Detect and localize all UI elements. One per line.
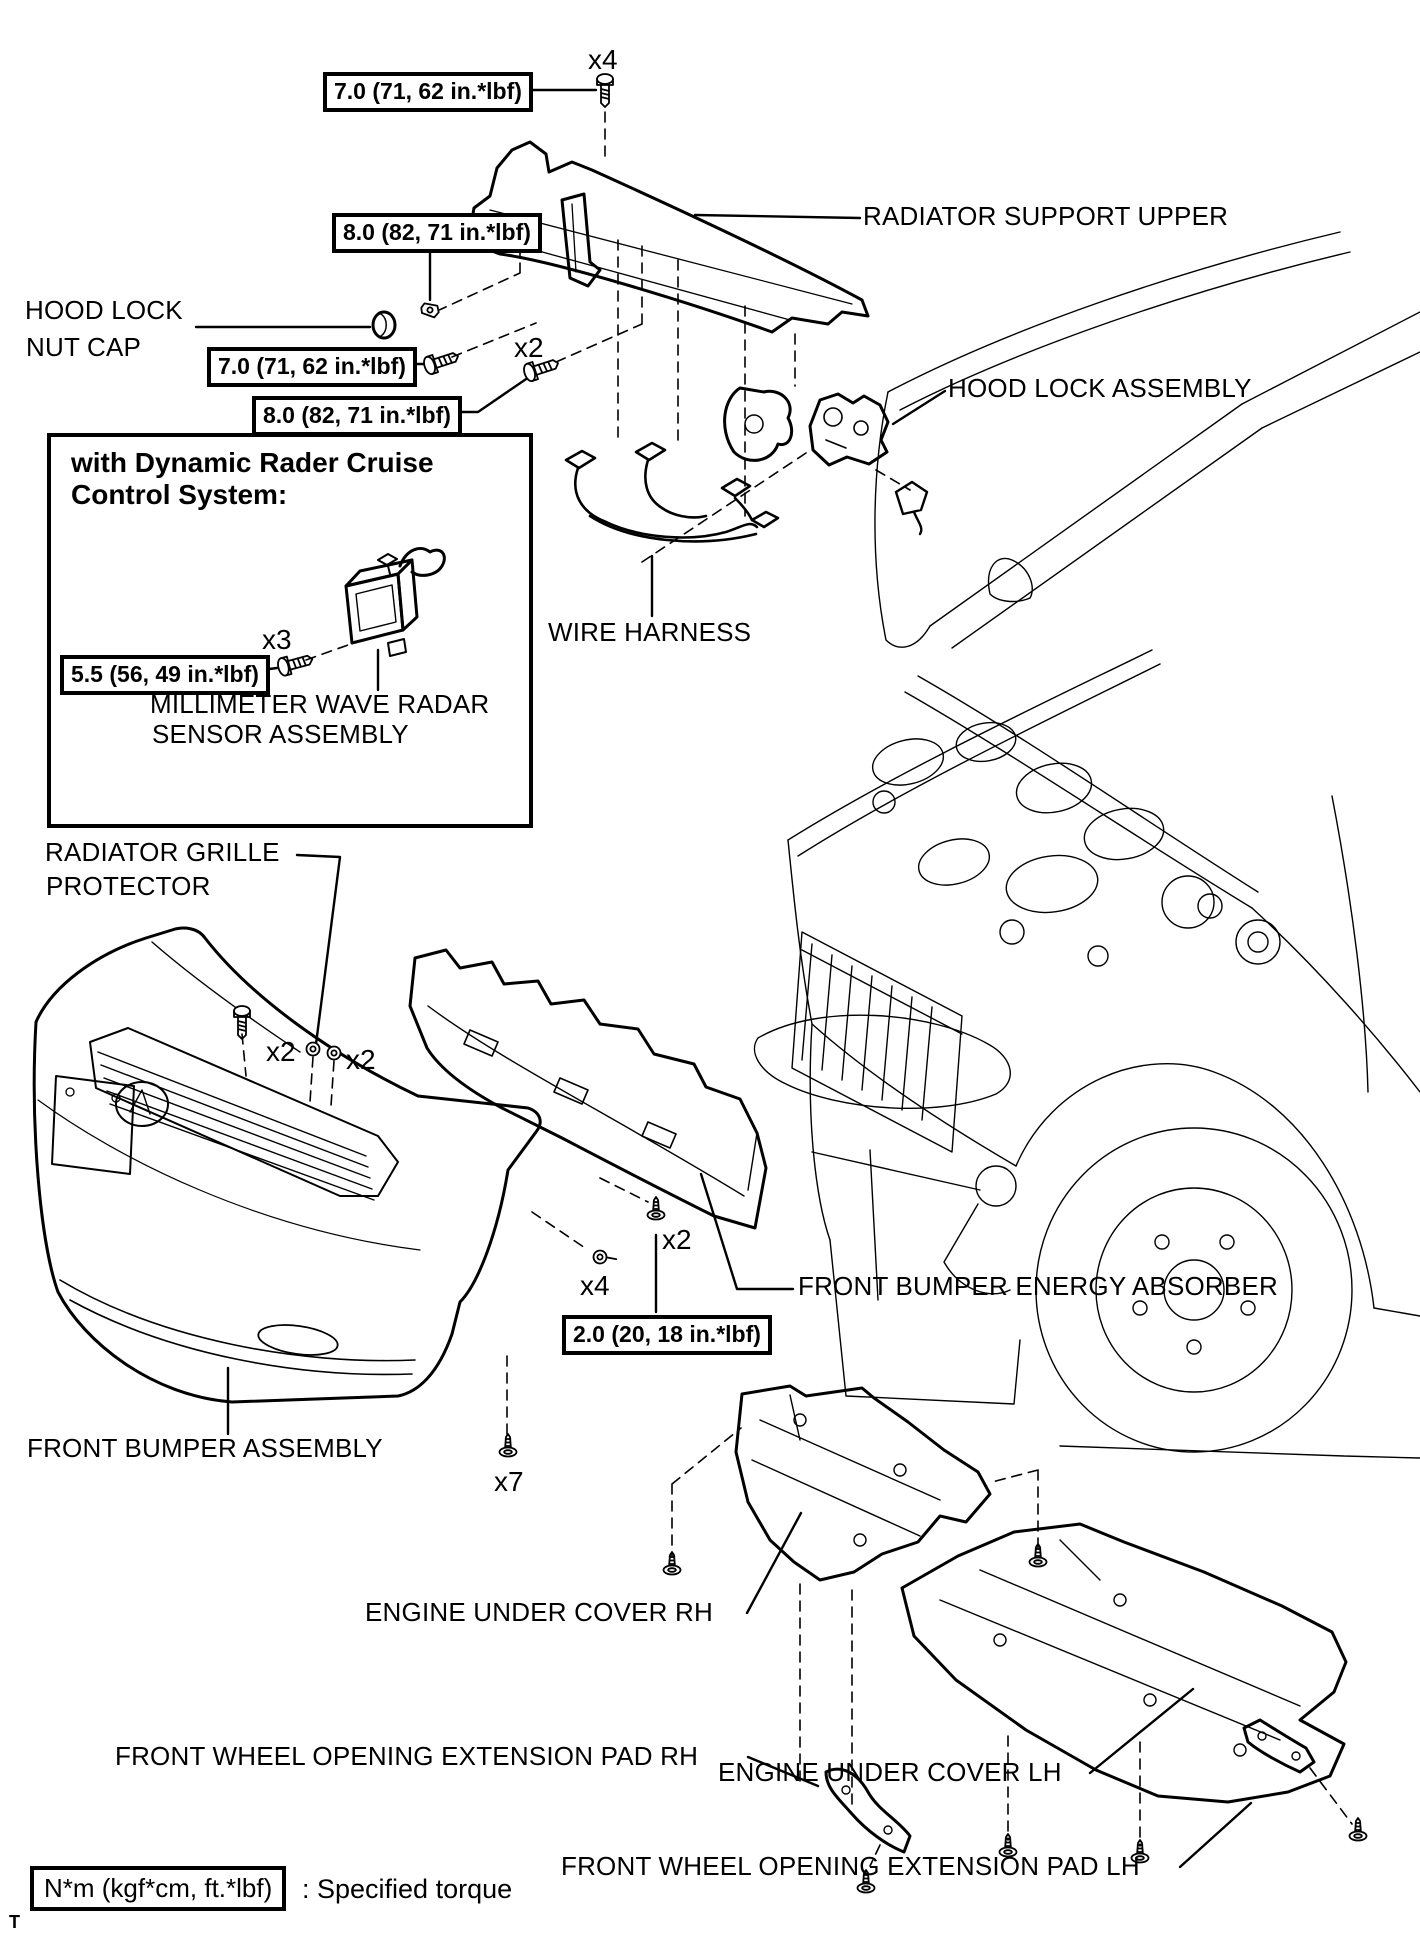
torque-spec-radiator-support: 7.0 (71, 62 in.*lbf): [323, 72, 533, 112]
label-mm-wave-radar-line1: MILLIMETER WAVE RADAR: [150, 689, 490, 719]
dynamic-radar-cruise-note-box: [47, 433, 533, 828]
torque-spec-hood-lock-bolt: 7.0 (71, 62 in.*lbf): [207, 347, 417, 387]
label-wire-harness: WIRE HARNESS: [548, 617, 752, 647]
label-front-wheel-pad-rh: FRONT WHEEL OPENING EXTENSION PAD RH: [115, 1741, 699, 1771]
qty-radar-sensor-bolts: x3: [262, 624, 292, 655]
label-hood-lock-assembly: HOOD LOCK ASSEMBLY: [948, 373, 1252, 403]
label-mm-wave-radar-line2: SENSOR ASSEMBLY: [152, 719, 409, 749]
wheel-pad-lh-drawing: [1244, 1720, 1314, 1772]
variant-note-line1: with Dynamic Rader Cruise: [71, 447, 434, 478]
label-front-bumper-assembly: FRONT BUMPER ASSEMBLY: [27, 1433, 383, 1463]
hood-lock-assembly-drawing: [810, 394, 927, 534]
torque-spec-radar-sensor: 5.5 (56, 49 in.*lbf): [60, 655, 270, 695]
label-radiator-grille-line2: PROTECTOR: [46, 871, 211, 901]
label-hood-lock-nut-cap-line1: HOOD LOCK: [25, 295, 183, 325]
qty-bumper-retainers: x7: [494, 1466, 524, 1497]
torque-spec-hood-lock-nut: 8.0 (82, 71 in.*lbf): [332, 213, 542, 253]
torque-unit-legend-box: N*m (kgf*cm, ft.*lbf): [30, 1866, 286, 1911]
label-radiator-support-upper: RADIATOR SUPPORT UPPER: [863, 201, 1229, 231]
torque-spec-absorber-screw: 2.0 (20, 18 in.*lbf): [562, 1315, 772, 1355]
energy-absorber-drawing: [410, 950, 766, 1228]
qty-absorber-screws: x2: [662, 1224, 692, 1255]
qty-bumper-clips: x4: [580, 1270, 610, 1301]
label-front-bumper-energy-absorber: FRONT BUMPER ENERGY ABSORBER: [798, 1271, 1278, 1301]
engine-under-cover-rh-drawing: [736, 1386, 990, 1580]
torque-spec-hood-lock-side-bolt: 8.0 (82, 71 in.*lbf): [252, 396, 462, 436]
label-radiator-grille-line1: RADIATOR GRILLE: [45, 837, 280, 867]
qty-grille-protector-left: x2: [266, 1036, 296, 1067]
label-engine-under-cover-rh: ENGINE UNDER COVER RH: [365, 1597, 714, 1627]
label-engine-under-cover-lh: ENGINE UNDER COVER LH: [718, 1757, 1062, 1787]
qty-grille-protector-right: x2: [346, 1044, 376, 1075]
torque-legend-note: : Specified torque: [302, 1874, 513, 1904]
front-bumper-drawing: [34, 928, 540, 1402]
label-front-wheel-pad-lh: FRONT WHEEL OPENING EXTENSION PAD LH: [561, 1851, 1140, 1881]
qty-radiator-support-bolts: x4: [588, 44, 618, 75]
page-marker: T: [9, 1912, 20, 1932]
variant-note-line2: Control System:: [71, 479, 288, 511]
radiator-support-upper-drawing: [468, 142, 868, 460]
label-hood-lock-nut-cap-line2: NUT CAP: [26, 332, 142, 362]
qty-hood-lock-bolts: x2: [514, 332, 544, 363]
